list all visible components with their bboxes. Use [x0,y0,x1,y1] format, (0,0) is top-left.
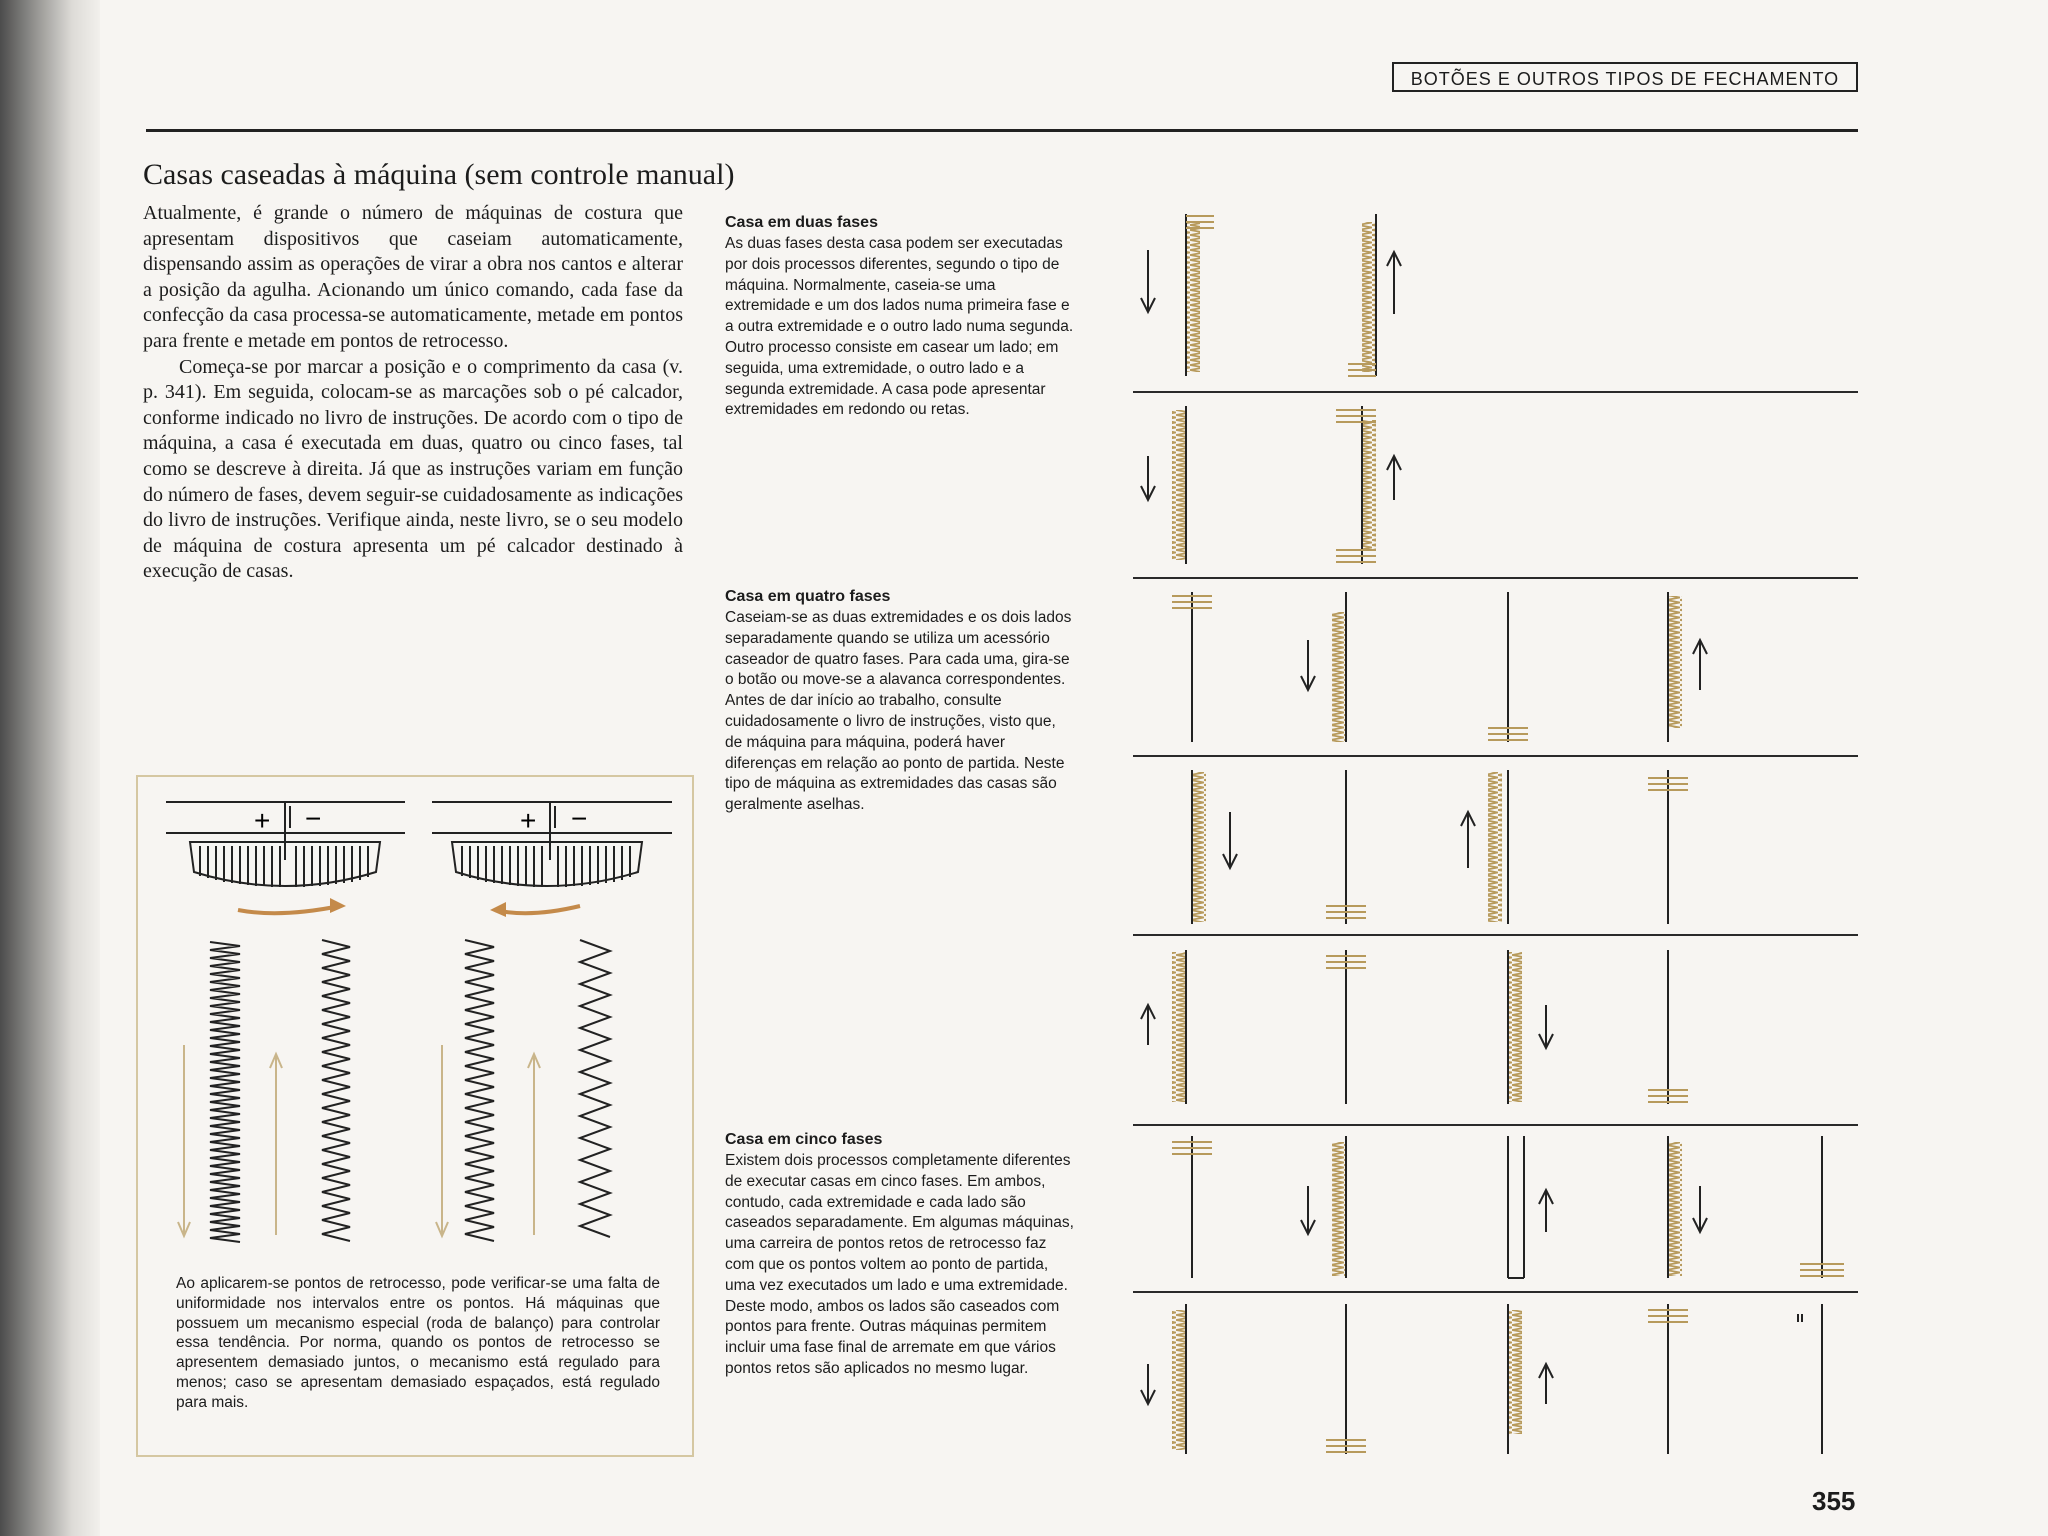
minus-label-right: − [571,803,588,834]
stitch-samples [210,940,610,1242]
stitch-column-normal-2 [465,940,494,1241]
arrow-left-icon [495,906,580,913]
plus-label-left: + [254,805,271,836]
four-phase-row-2 [1192,770,1688,924]
two-phase-alt-step-1 [1141,406,1186,564]
page-title: Casas caseadas à máquina (sem controle manual) [143,158,735,191]
arrow-right-icon-head [330,898,346,913]
intro-paragraph-2: Começa-se por marcar a posição e o comprimento da casa (v. p. 341). Em seguida, colocam-se as marcações sob o pé calcador, conforme indicado no livro de instruções. De acordo com o tipo de máquina, a casa é executada em duas, quatro ou cinco fases, tal como se descreve à direita. Já que as instruções variam em função do número de fases, devem seguir-se cuidadosamente as indicações do livro de instruções. Verifique ainda, neste livro, se o seu modelo de máquina de costura apresenta um pé calcador destinado à execução de casas. [143,355,683,583]
balance-wheel-caption: Ao aplicarem-se pontos de retrocesso, pode verificar-se uma falta de uniformidade nos intervalos entre os pontos. Há máquinas que possuem um mecanismo especial (roda de balanço) para controlar essa tendência. Por norma, quando os pontos de retrocesso se apresentem demasiado juntos, o mecanismo está regulado para menos; caso se apresentam demasiado espaçados, está regulado para mais. [176,1275,660,1411]
stitch-column-tight [210,942,240,1242]
five-phase-row-1 [1172,1136,1844,1278]
stitch-column-normal [322,940,350,1241]
section-title-two-phases: Casa em duas fases [725,214,878,231]
arrow-left-icon-head [490,902,506,917]
page-number: 355 [1812,1486,1856,1516]
intro-paragraph-1: Atualmente, é grande o número de máquinas de costura que apresentam dispositivos que caseiam automaticamente, dispensando assim as operações de virar a obra nos cantos e alterar a posição da agulha. Acionando um único comando, cada fase da confecção da casa processa-se automaticamente, metade em pontos para frente e metade em pontos de retrocesso. [143,202,683,352]
plus-label-right: + [520,805,537,836]
balance-wheel-right [432,802,672,886]
section-title-five-phases: Casa em cinco fases [725,1131,883,1148]
four-phase-row-3 [1141,950,1688,1104]
chapter-header: BOTÕES E OUTROS TIPOS DE FECHAMENTO [1392,62,1858,92]
two-phase-step-2 [1348,214,1401,376]
arrow-right-icon [238,906,340,913]
minus-label-left: − [305,803,322,834]
section-text-four-phases: Caseiam-se as duas extremidades e os dois lados separadamente quando se utiliza um acessório caseador de quatro fases. Para cada uma, gira-se o botão ou move-se a alavanca correspondentes. Antes de dar início ao trabalho, consulte cuidadosamente o livro de instruções, visto que, de máquina para máquina, poderá haver diferenças em relação ao ponto de partida. Neste tipo de máquina as extremidades das casas são geralmente aselhas. [725,609,1072,814]
four-phase-row-1 [1172,592,1707,742]
two-phase-step-1 [1141,214,1214,376]
five-phase-row-2 [1141,1304,1822,1454]
two-phase-alt-step-2 [1336,406,1401,564]
section-text-five-phases: Existem dois processos completamente diferentes de executar casas em cinco fases. Em ambos, contudo, cada extremidade e cada lado são caseados separadamente. Em algumas máquinas, uma carreira de pontos retos de retrocesso faz com que os pontos voltem ao ponto de partida, uma vez executados um lado e uma extremidade. Deste modo, ambos os lados são caseados com pontos para frente. Outras máquinas permitem incluir uma fase final de arremate em que vários pontos retos são aplicados no mesmo lugar. [725,1152,1074,1377]
section-title-four-phases: Casa em quatro fases [725,588,891,605]
section-text-two-phases: As duas fases desta casa podem ser executadas por dois processos diferentes, segundo o tipo de máquina. Normalmente, caseia-se uma extremidade e um dos lados numa primeira fase e a outra extremidade e o outro lado numa segunda. Outro processo consiste em casear um lado; em seguida, uma extremidade, o outro lado e a segunda extremidade. A casa pode apresentar extremidades em redondo ou retas. [725,235,1074,419]
balance-wheel-left [166,802,405,886]
stitch-column-spaced [580,940,610,1237]
